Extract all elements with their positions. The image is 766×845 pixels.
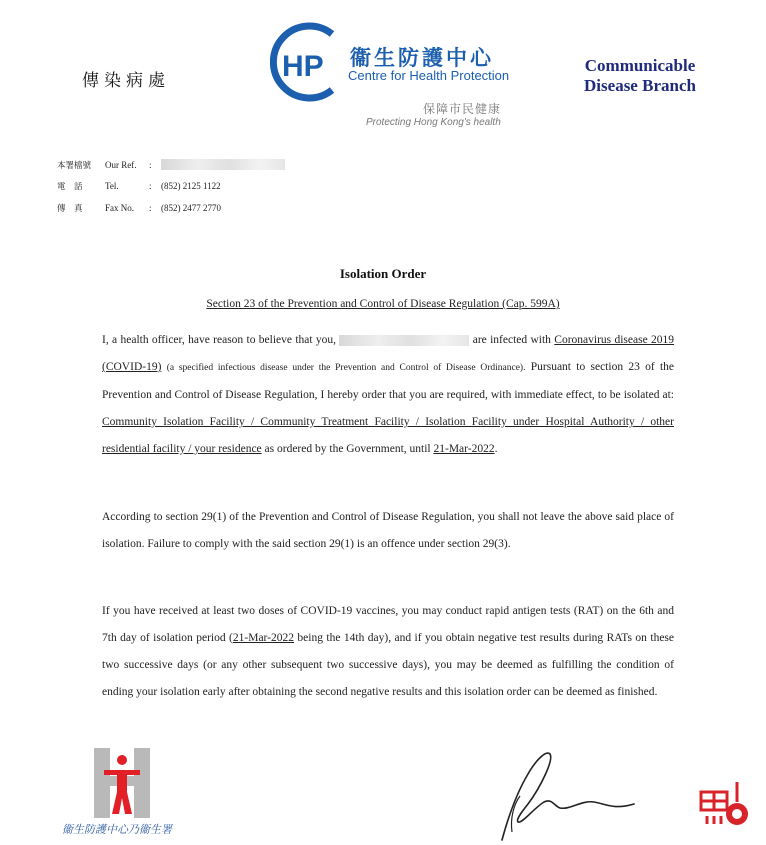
ref-label-zh: 本署檔號	[57, 160, 92, 171]
chp-slogan-en: Protecting Hong Kong's health	[366, 117, 501, 128]
chp-logo-icon	[270, 22, 354, 102]
reference-block	[57, 154, 285, 219]
p3-date: 21-Mar-2022	[232, 632, 294, 644]
department-name-zh: 傳染病處	[82, 71, 170, 91]
ref-value-fax: (852) 2477 2770	[161, 202, 221, 213]
ref-value-tel: (852) 2125 1122	[161, 181, 221, 192]
branch-name: Communicable Disease Branch	[584, 56, 696, 95]
redacted-reference	[161, 159, 285, 170]
p1-text-e: as ordered by the Government, until	[264, 443, 431, 455]
ref-colon: :	[149, 202, 152, 213]
p1-disease: Coronavirus disease 2019 (COVID-19)	[102, 334, 675, 373]
reference-row-our-ref	[57, 154, 285, 176]
reference-row-fax	[57, 197, 285, 219]
p1-until-date: 21-Mar-2022	[433, 443, 495, 455]
paragraph-restriction: According to section 29(1) of the Prevention and Control of Disease Regulation, you shall not leave the above said place of isolation. Failure to comply with the said section 29(1) is an offence under section 29(3).	[102, 511, 674, 550]
ref-label-zh: 傳 真	[57, 203, 83, 214]
p1-text-d: Pursuant to section 23 of the Prevention and Control of Disease Regulation, I hereby order that you are required, with immediate effect, to be isolated at:	[102, 361, 675, 401]
ref-label-en: Tel.	[105, 181, 119, 192]
p1-place: Community Isolation Facility / Community Treatment Facility / Isolation Facility under Hospital Authority / other residential facility / your residence	[102, 416, 674, 455]
chp-slogan-zh: 保障市民健康	[423, 102, 502, 116]
paragraph-order	[102, 327, 674, 463]
watermark-stamp-icon	[697, 780, 753, 830]
redacted-name	[339, 335, 469, 346]
paragraph-rat	[102, 598, 674, 706]
department-of-health-text: 衞生防護中心乃衞生署	[62, 823, 172, 836]
ref-label-zh: 電 話	[57, 182, 83, 193]
p1-text-a: I, a health officer, have reason to believe that you,	[102, 334, 337, 346]
reference-row-tel	[57, 176, 285, 198]
ref-label-en: Our Ref.	[105, 159, 137, 170]
p1-text-c: (a specified infectious disease under the Prevention and Control of Disease Ordinance).	[166, 363, 526, 373]
p1-text-f: .	[494, 443, 498, 455]
ref-label-en: Fax No.	[105, 202, 134, 213]
ref-colon: :	[149, 159, 152, 170]
p3-text-b: being the 14th day), and if you obtain negative test results during RATs on these two successive days (or any other subsequent two successive days), you may be deemed as fulfilling the condition of ending your isolation early after obtaining the second negative results and this isolation order can be deemed as finished.	[102, 632, 674, 698]
svg-text:HP: HP	[282, 50, 324, 83]
chp-name-en: Centre for Health Protection	[348, 68, 510, 83]
ref-colon: :	[149, 181, 152, 192]
p1-text-b: are infected with	[472, 334, 551, 346]
chp-name-zh: 衞生防護中心	[350, 46, 494, 70]
document-subtitle: Section 23 of the Prevention and Control of Disease Regulation (Cap. 599A)	[206, 298, 560, 310]
p3-text-a: If you have received at least two doses of COVID-19 vaccines, you may conduct rapid antigen tests (RAT) on the 6th and 7th day of isolation period (	[102, 605, 674, 644]
document-title: Isolation Order	[339, 266, 427, 281]
signature-icon	[494, 748, 644, 845]
department-of-health-logo-icon	[94, 748, 150, 818]
